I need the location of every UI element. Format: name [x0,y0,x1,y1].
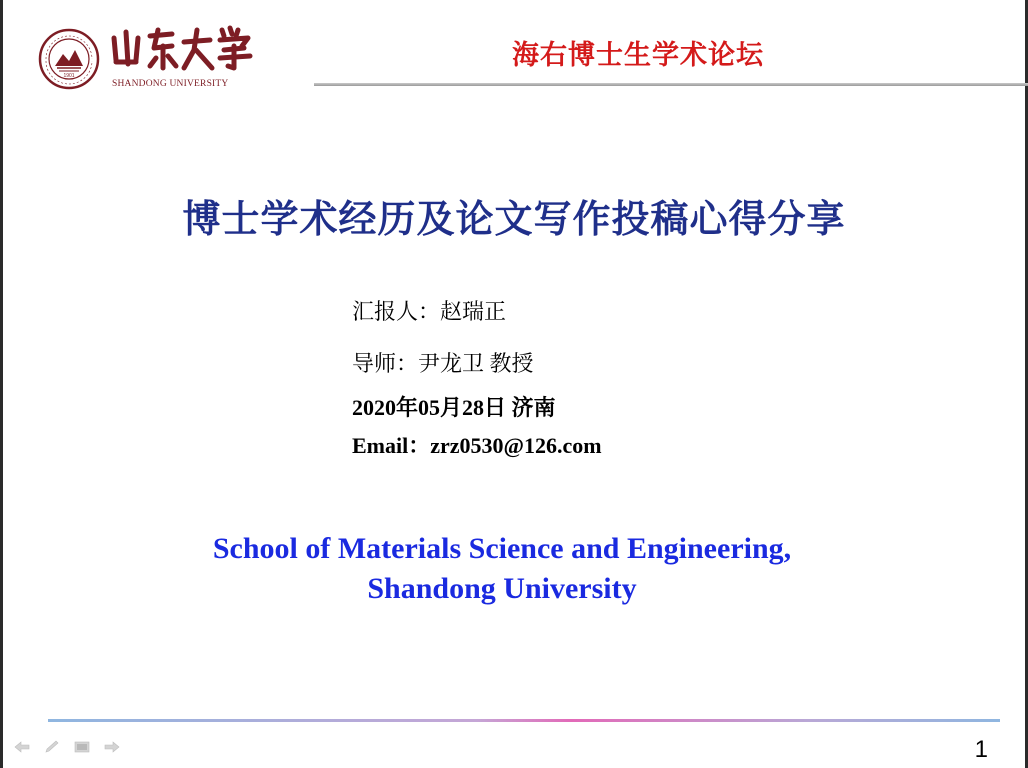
forum-title: 海右博士生学术论坛 [512,40,764,71]
school-name-line2: Shandong University [367,572,637,605]
slide-border-left [0,0,3,768]
email-line: Email：zrz0530@126.com [352,433,602,458]
arrow-left-icon[interactable] [12,739,32,755]
footer-divider [48,719,1000,722]
page-number: 1 [974,736,988,763]
arrow-right-icon[interactable] [102,739,122,755]
date-location-line: 2020年05月28日 济南 [352,395,556,420]
advisor-line: 导师：尹龙卫 教授 [352,351,534,376]
svg-text:1901: 1901 [63,73,75,79]
slideshow-toolbar [12,738,122,756]
presenter-line: 汇报人：赵瑞正 [352,299,507,324]
university-seal-icon [38,28,100,90]
university-logo [38,24,268,94]
menu-icon[interactable] [72,739,92,755]
university-name-english: SHANDONG UNIVERSITY [112,79,229,89]
pen-icon[interactable] [42,739,62,755]
header-divider [314,83,1028,86]
school-name-line1: School of Materials Science and Engineering, [212,532,792,565]
university-calligraphy-logo [106,24,256,76]
slide-title: 博士学术经历及论文写作投稿心得分享 [182,197,846,241]
